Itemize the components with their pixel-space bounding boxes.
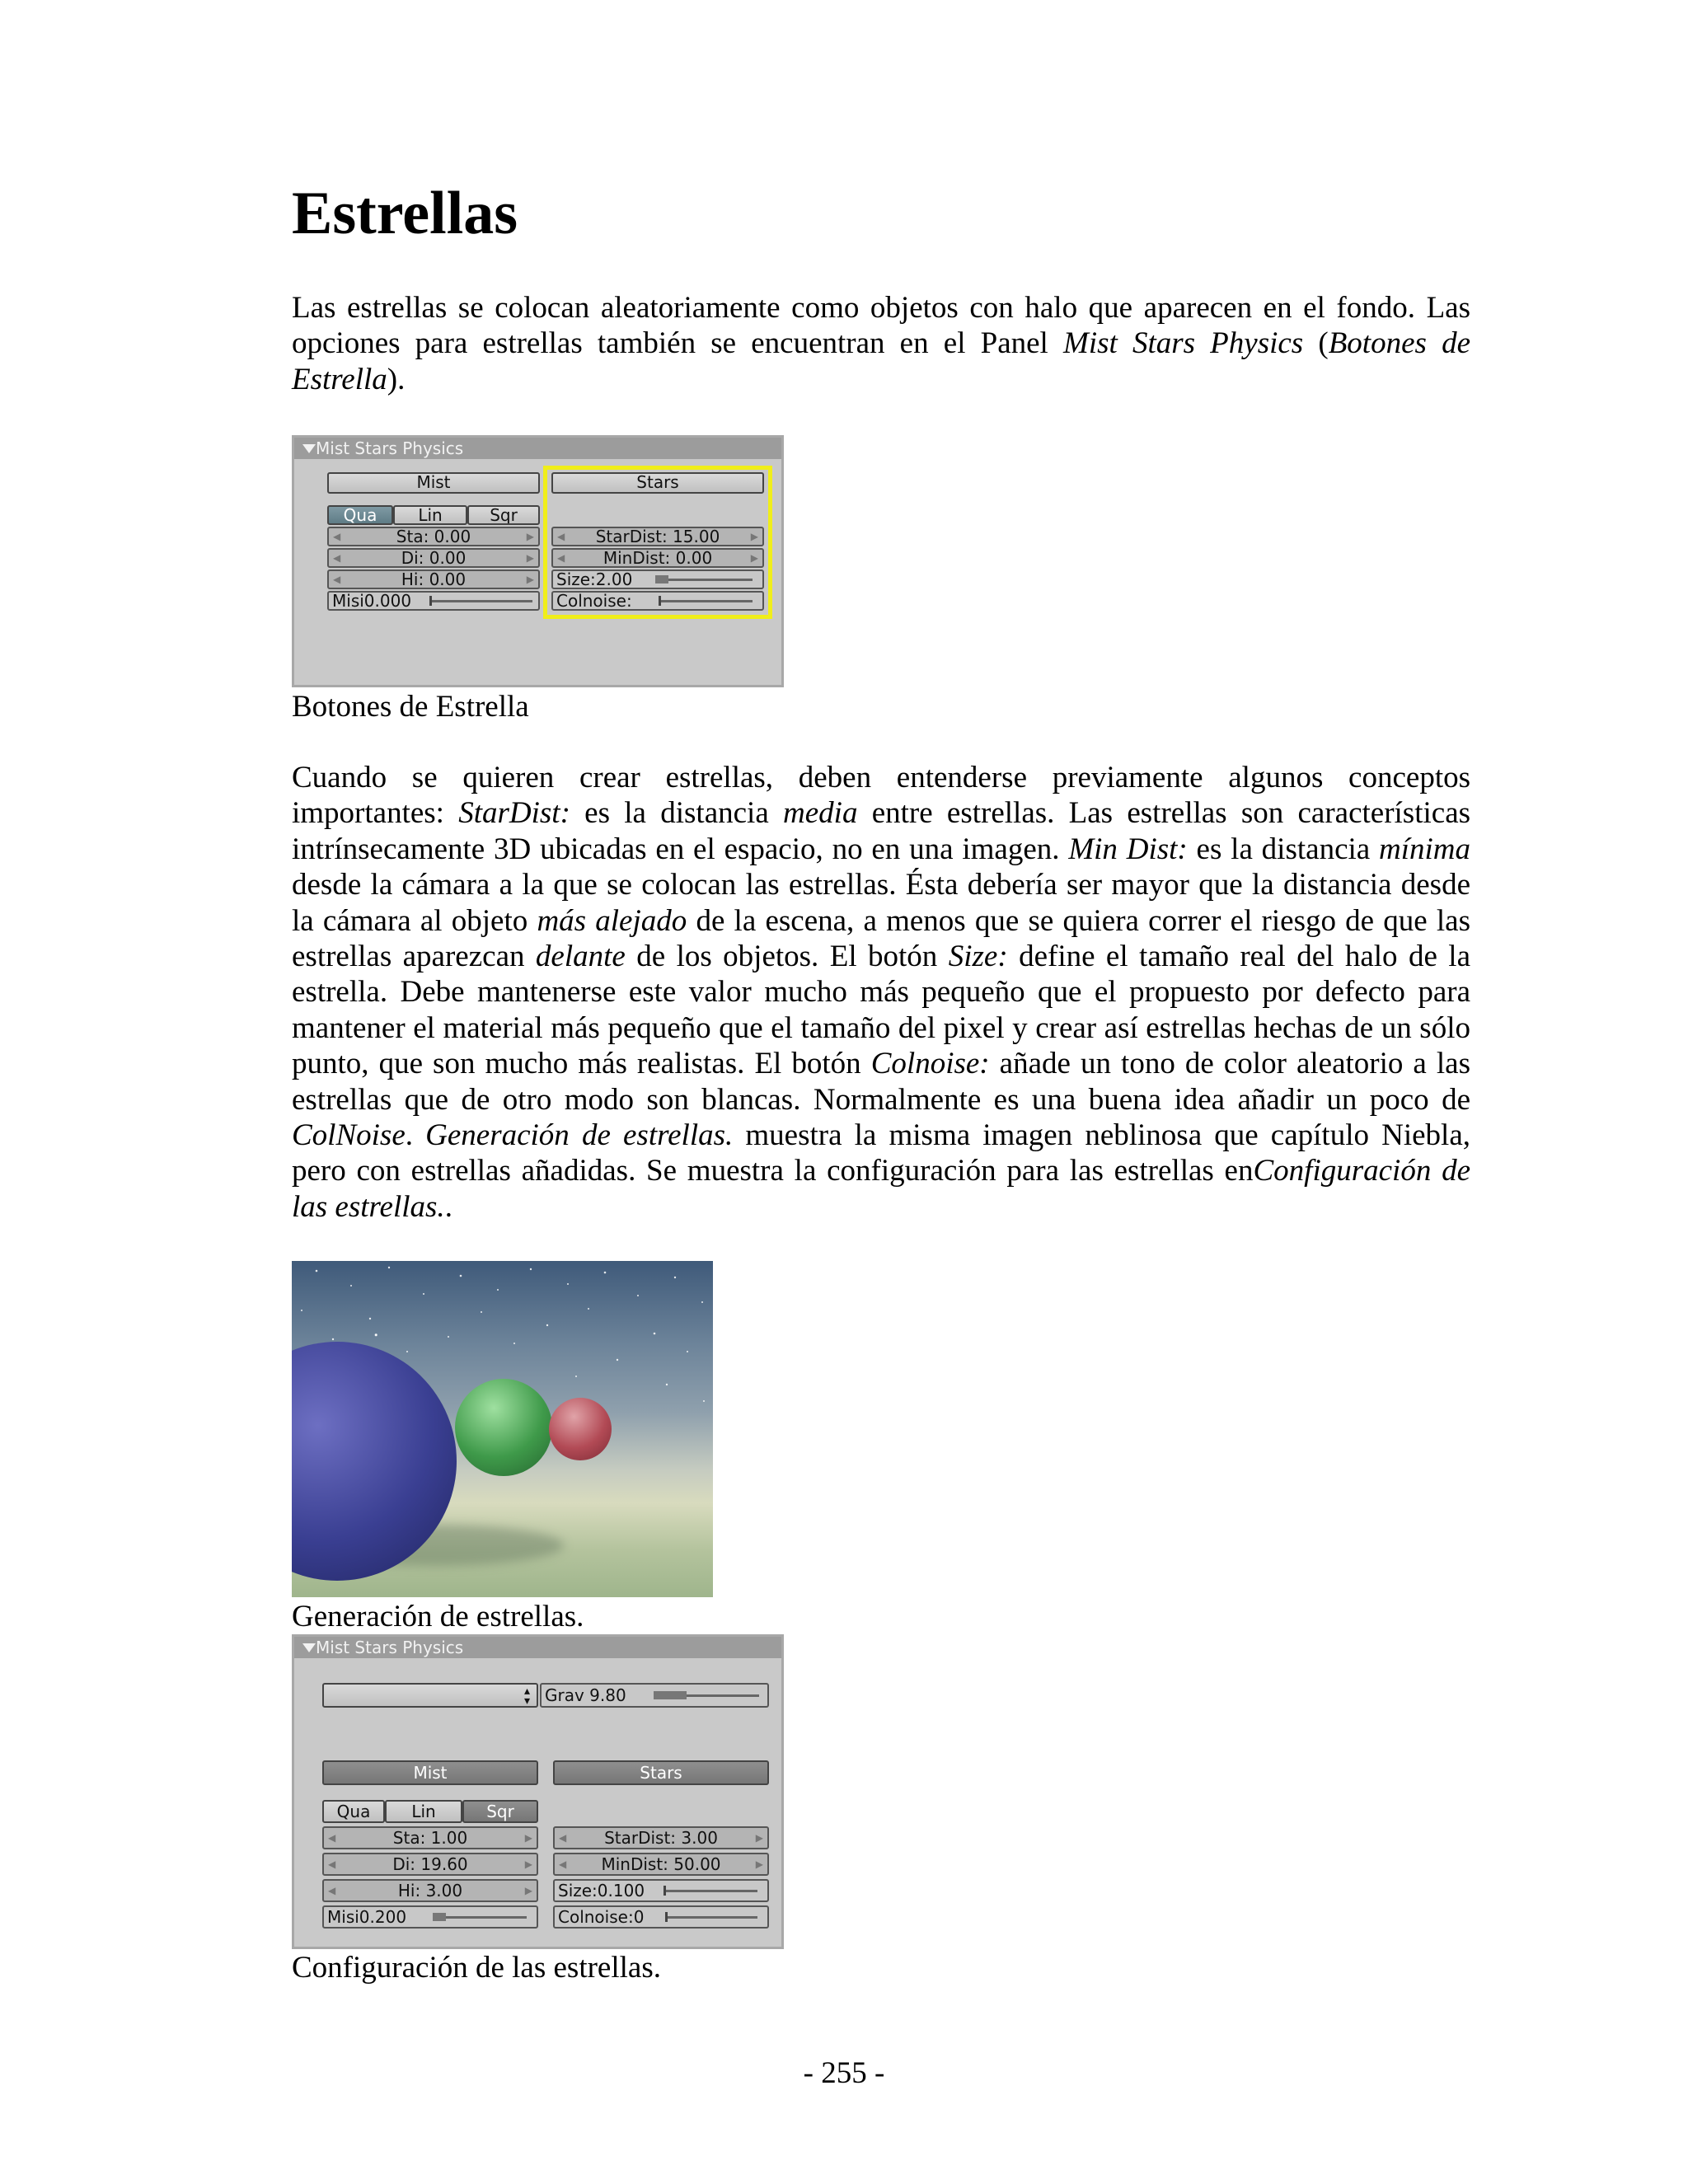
body-text: . xyxy=(405,1118,426,1153)
hi-field[interactable] xyxy=(327,569,540,589)
page-title: Estrellas xyxy=(292,180,518,247)
colnoise-slider[interactable] xyxy=(551,591,764,611)
sta-field[interactable] xyxy=(322,1826,538,1849)
updown-arrows-icon: ▴ ▾ xyxy=(523,1685,530,1708)
body-italic: Configuración de las estrellas. xyxy=(292,1154,1470,1224)
collapse-triangle-icon[interactable] xyxy=(302,444,316,453)
decrement-arrow-icon[interactable]: ◀ xyxy=(557,552,565,564)
increment-arrow-icon[interactable]: ▶ xyxy=(755,1858,763,1870)
size-slider[interactable] xyxy=(551,569,764,589)
body-italic: Colnoise: xyxy=(870,1047,990,1081)
intro-text: ). xyxy=(387,362,406,396)
body-italic: Min Dist: xyxy=(1068,832,1188,866)
grav-slider[interactable] xyxy=(540,1683,769,1708)
slider-fill xyxy=(654,1691,687,1699)
sta-value: Sta: 1.00 xyxy=(392,1828,468,1848)
increment-arrow-icon[interactable]: ▶ xyxy=(526,531,534,542)
decrement-arrow-icon[interactable]: ◀ xyxy=(328,1885,336,1896)
decrement-arrow-icon[interactable]: ◀ xyxy=(328,1858,336,1870)
stardist-field[interactable] xyxy=(551,527,764,546)
hi-value: Hi: 3.00 xyxy=(397,1881,463,1900)
size-value: Size:2.00 xyxy=(556,569,633,589)
increment-arrow-icon[interactable]: ▶ xyxy=(750,531,758,542)
mindist-value: MinDist: 50.00 xyxy=(601,1854,721,1874)
slider-track xyxy=(668,1916,757,1919)
panel-header[interactable] xyxy=(294,438,781,459)
stardist-field[interactable] xyxy=(553,1826,769,1849)
increment-arrow-icon[interactable]: ▶ xyxy=(526,574,534,585)
grav-value: Grav 9.80 xyxy=(545,1685,626,1705)
collapse-triangle-icon[interactable] xyxy=(302,1643,316,1652)
mist-button[interactable]: Mist xyxy=(327,472,540,494)
mindist-value: MinDist: 0.00 xyxy=(603,548,713,568)
panel-header-label: Mist Stars Physics xyxy=(316,1638,464,1657)
body-italic: delante xyxy=(535,940,626,974)
intro-text: Las estrellas se colocan aleatoriamente como objetos con halo que aparecen en el fondo. Las opciones para estrellas también se encuentran en el Panel xyxy=(292,291,1470,361)
decrement-arrow-icon[interactable]: ◀ xyxy=(559,1858,567,1870)
body-text: añade un tono de color aleatorio a las estrellas que de otro modo son blancas. Normalmente es una buena idea añadir un poco de xyxy=(292,1047,1470,1117)
increment-arrow-icon[interactable]: ▶ xyxy=(524,1858,532,1870)
slider-track xyxy=(668,579,753,581)
body-text: muestra la misma imagen neblinosa que capítulo Niebla, pero con estrellas añadidas. Se muestra la configuración para las estrellas en xyxy=(292,1118,1470,1188)
page-number: - 255 - xyxy=(803,2056,885,2090)
body-text: es la distancia xyxy=(1187,832,1380,866)
physics-dropdown[interactable] xyxy=(322,1683,538,1708)
sta-value: Sta: 0.00 xyxy=(396,527,471,546)
body-italic: Size: xyxy=(948,940,1008,974)
panel-header[interactable] xyxy=(294,1637,781,1658)
decrement-arrow-icon[interactable]: ◀ xyxy=(559,1832,567,1844)
hi-field[interactable] xyxy=(322,1879,538,1902)
misi-value: Misi0.200 xyxy=(327,1907,407,1927)
slider-track xyxy=(432,600,532,602)
caption-stars-buttons: Botones de Estrella xyxy=(292,690,529,724)
slider-fill xyxy=(433,1913,446,1921)
stars-button[interactable]: Stars xyxy=(551,472,764,494)
slider-knob[interactable] xyxy=(659,596,661,606)
sqr-button[interactable]: Sqr xyxy=(462,1800,538,1823)
body-italic: Generación de estrellas. xyxy=(425,1118,734,1153)
size-value: Size:0.100 xyxy=(558,1881,645,1900)
increment-arrow-icon[interactable]: ▶ xyxy=(524,1885,532,1896)
slider-track xyxy=(446,1916,527,1919)
caption-star-generation: Generación de estrellas. xyxy=(292,1600,584,1633)
body-text: Cuando se quieren crear estrellas, deben entenderse previamente algunos conceptos importantes: xyxy=(292,761,1470,831)
di-field[interactable] xyxy=(327,548,540,568)
di-field[interactable] xyxy=(322,1853,538,1876)
slider-track xyxy=(660,600,753,602)
increment-arrow-icon[interactable]: ▶ xyxy=(524,1832,532,1844)
increment-arrow-icon[interactable]: ▶ xyxy=(750,552,758,564)
misi-slider[interactable] xyxy=(322,1905,538,1929)
body-italic: mínima xyxy=(1379,832,1471,866)
di-value: Di: 0.00 xyxy=(401,548,467,568)
body-text: define el tamaño real del halo de la estrella. Debe mantenerse este valor mucho más pequeño que el propuesto por defecto para mantener el material más pequeño que el tamaño del pixel y crear así estrellas hechas de un sólo punto, que son mucho más realistas. El botón xyxy=(292,940,1470,1081)
red-sphere xyxy=(549,1398,612,1460)
green-sphere xyxy=(455,1379,552,1476)
slider-knob[interactable] xyxy=(429,596,432,606)
size-slider[interactable] xyxy=(553,1879,769,1902)
misi-value: Misi0.000 xyxy=(332,591,412,611)
slider-track xyxy=(666,1890,757,1892)
body-text: desde la cámara a la que se colocan las estrellas. Ésta debería ser mayor que la distancia desde la cámara al objeto xyxy=(292,868,1470,938)
intro-paragraph xyxy=(292,290,1470,397)
stardist-value: StarDist: 3.00 xyxy=(604,1828,718,1848)
decrement-arrow-icon[interactable]: ◀ xyxy=(333,574,341,585)
body-italic: ColNoise xyxy=(292,1118,406,1153)
intro-text: ( xyxy=(1303,326,1329,361)
decrement-arrow-icon[interactable]: ◀ xyxy=(557,531,565,542)
body-text: de los objetos. El botón xyxy=(625,940,949,974)
intro-italic-buttons: Botones de Estrella xyxy=(292,326,1470,396)
qua-button[interactable]: Qua xyxy=(322,1800,385,1823)
body-text: . xyxy=(444,1189,452,1224)
panel-header-label: Mist Stars Physics xyxy=(316,438,464,458)
di-value: Di: 19.60 xyxy=(392,1854,468,1874)
misi-slider[interactable] xyxy=(327,591,540,611)
colnoise-slider[interactable] xyxy=(553,1905,769,1929)
increment-arrow-icon[interactable]: ▶ xyxy=(755,1832,763,1844)
body-text: entre estrellas. Las estrellas son características intrínsecamente 3D ubicadas en el espacio, no en una imagen. xyxy=(292,796,1471,866)
decrement-arrow-icon[interactable]: ◀ xyxy=(328,1832,336,1844)
intro-italic-panel: Mist Stars Physics xyxy=(1063,326,1304,361)
slider-fill xyxy=(655,575,668,583)
stardist-value: StarDist: 15.00 xyxy=(595,527,720,546)
mist-button[interactable]: Mist xyxy=(322,1760,538,1785)
lin-button[interactable]: Lin xyxy=(385,1800,462,1823)
stars-config-panel xyxy=(292,1634,784,1949)
caption-star-configuration: Configuración de las estrellas. xyxy=(292,1951,661,1985)
colnoise-value: Colnoise:0 xyxy=(558,1907,645,1927)
stars-button[interactable]: Stars xyxy=(553,1760,769,1785)
body-paragraph xyxy=(292,760,1470,1225)
hi-value: Hi: 0.00 xyxy=(401,569,467,589)
sta-field[interactable] xyxy=(327,527,540,546)
decrement-arrow-icon[interactable]: ◀ xyxy=(333,531,341,542)
body-italic: más alejado xyxy=(537,903,687,938)
colnoise-value: Colnoise: xyxy=(556,591,632,611)
slider-track xyxy=(687,1694,759,1697)
stars-buttons-panel xyxy=(292,435,784,687)
mindist-field[interactable] xyxy=(553,1853,769,1876)
body-text: es la distancia xyxy=(570,796,784,831)
stars-render-image xyxy=(292,1261,713,1597)
increment-arrow-icon[interactable]: ▶ xyxy=(526,552,534,564)
sqr-button[interactable]: Sqr xyxy=(467,505,540,525)
mindist-field[interactable] xyxy=(551,548,764,568)
body-text: de la escena, a menos que se quiera correr el riesgo de que las estrellas aparezcan xyxy=(292,903,1470,974)
decrement-arrow-icon[interactable]: ◀ xyxy=(333,552,341,564)
qua-button[interactable]: Qua xyxy=(327,505,393,525)
body-italic: StarDist: xyxy=(458,796,570,831)
body-italic: media xyxy=(783,796,858,831)
lin-button[interactable]: Lin xyxy=(393,505,467,525)
